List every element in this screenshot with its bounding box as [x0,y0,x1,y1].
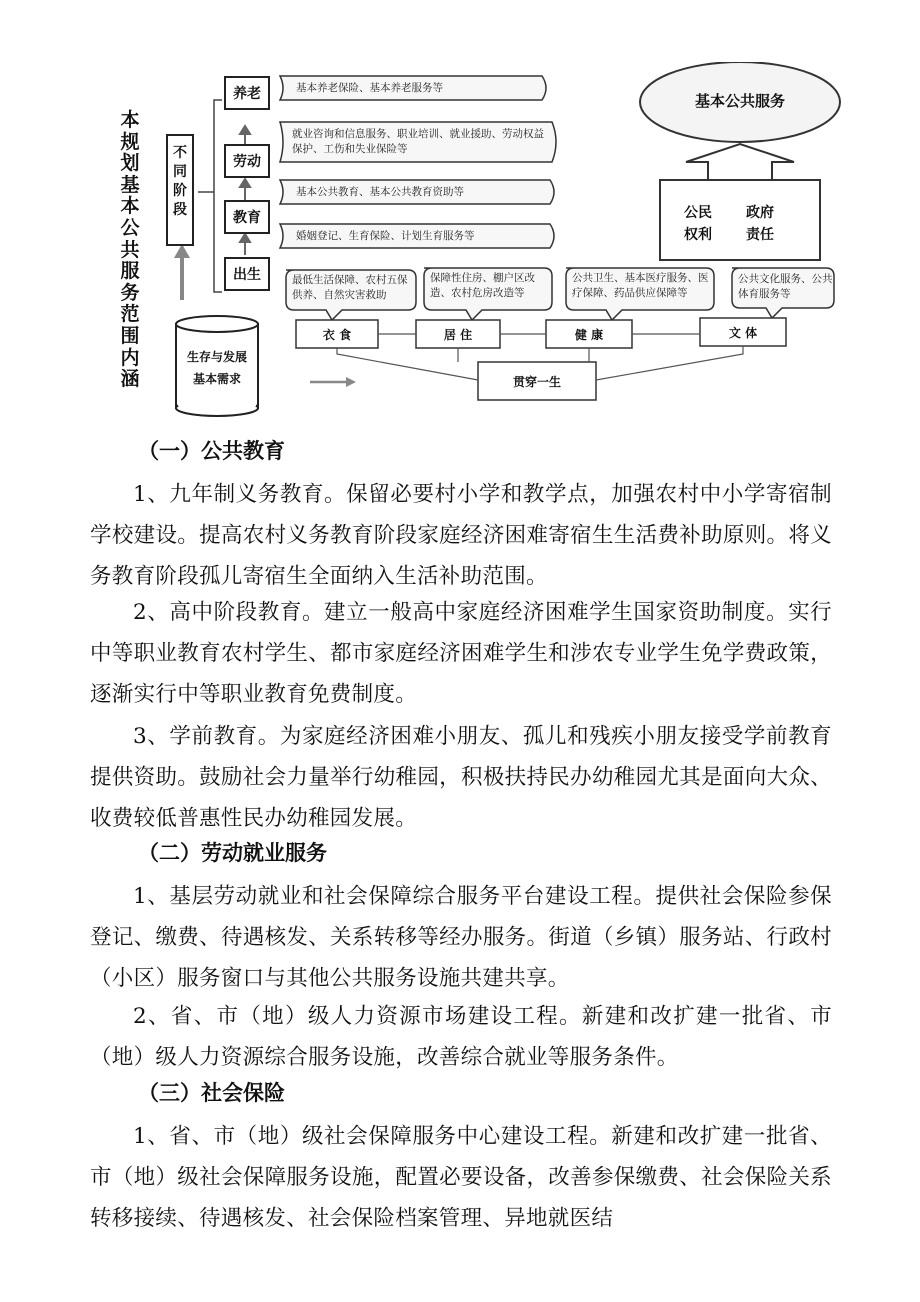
banner-labor: 就业咨询和信息服务、职业培训、就业援助、劳动权益保护、工伤和失业保险等 [292,128,544,155]
bubble-health: 公共卫生、基本医疗服务、医疗保障、药品供应保障等 [572,272,709,299]
paragraph-employment-1: 1、基层劳动就业和社会保障综合服务平台建设工程。提供社会保险参保登记、缴费、待遇核发、关系转移等经办服务。街道（乡镇）服务站、行政村（小区）服务窗口与其他公共服务设施共建共享。 [90,884,832,992]
stage-bracket [214,100,222,292]
bar-culture: 文 体 [728,325,758,340]
bubble-culture: 公共文化服务、公共体育服务等 [738,273,833,300]
needs-arrow-head [346,377,356,387]
government-duty: 政府责任 [746,205,774,243]
paragraph-education-3: 3、学前教育。为家庭经济困难小朋友、孤儿和残疾小朋友接受学前教育提供资助。鼓励社会力量举行幼稚园，积极扶持民办幼稚园尤其是面向大众、收费较低普惠性民办幼稚园发展。 [90,724,832,832]
diagram-vertical-title: 本规划基本公共服务范围内涵 [120,109,140,391]
paragraph-insurance-1: 1、省、市（地）级社会保障服务中心建设工程。新建和改扩建一批省、市（地）级社会保障服务设施，配置必要设备，改善参保缴费、社会保险关系转移接续、待遇核发、社会保险档案管理、异地就医结 [90,1124,832,1232]
section-heading-insurance: （三）社会保险 [138,1081,285,1105]
citizen-rights: 公民权利 [684,205,712,243]
bubble-housing: 保障性住房、棚户区改造、农村危房改造等 [430,272,535,299]
needs-label: 生存与发展基本需求 [186,350,247,386]
stage-box-labor: 劳动 [224,144,270,178]
section-heading-education: （一）公共教育 [138,439,285,463]
banner-shapes [280,76,556,248]
paragraph-employment-2: 2、省、市（地）级人力资源市场建设工程。新建和改扩建一批省、市（地）级人力资源综合服务设施，改善综合就业等服务条件。 [90,1004,832,1071]
stage-box-elderly: 养老 [224,76,270,110]
banner-birth: 婚姻登记、生育保险、计划生育服务等 [296,230,475,242]
stages-label: 不同阶段 [166,134,194,246]
bar-health: 健 康 [574,327,604,342]
banner-education: 基本公共教育、基本公共教育资助等 [296,186,464,198]
section-heading-employment: （二）劳动就业服务 [138,841,327,865]
paragraph-education-1: 1、九年制义务教育。保留必要村小学和教学点，加强农村中小学寄宿制学校建设。提高农村义务教育阶段家庭经济困难寄宿生生活费补助原则。将义务教育阶段孤儿寄宿生全面纳入生活补助范围。 [90,482,832,590]
service-scope-diagram [110,62,870,422]
bar-housing: 居 住 [443,327,473,342]
paragraph-education-2: 2、高中阶段教育。建立一般高中家庭经济困难学生国家资助制度。实行中等职业教育农村学生、都市家庭经济困难学生和涉农专业学生免学费政策，逐渐实行中等职业教育免费制度。 [90,600,832,708]
up-arrow-head [174,244,190,258]
service-arrow [686,144,794,180]
throughout-life: 贯穿一生 [512,374,561,389]
banner-elderly: 基本养老保险、基本养老服务等 [296,82,443,94]
bubble-food: 最低生活保障、农村五保供养、自然灾害救助 [292,274,408,301]
stage-box-education: 教育 [224,200,270,234]
service-oval-title: 基本公共服务 [694,92,785,110]
stage-box-birth: 出生 [224,257,270,291]
bar-food: 衣 食 [322,327,352,342]
